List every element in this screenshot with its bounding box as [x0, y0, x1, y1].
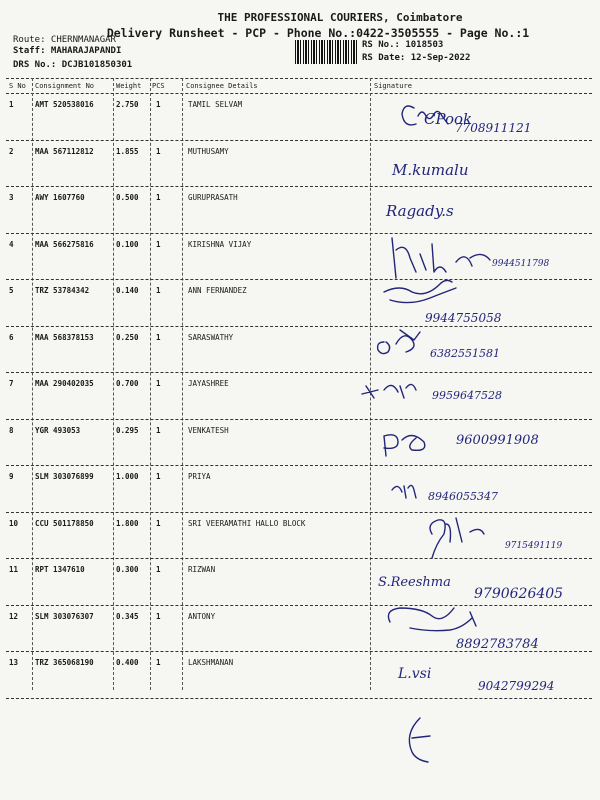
serial-number: 1 [9, 100, 14, 109]
signature-mark-7 [362, 384, 416, 398]
serial-number: 11 [9, 565, 19, 574]
serial-number: 7 [9, 379, 14, 388]
pieces-count: 1 [156, 239, 161, 249]
weight-value: 0.300 [116, 565, 139, 574]
consignee-name: JAYASHREE [188, 379, 229, 388]
signature-mark-end [409, 718, 430, 762]
pieces-count: 1 [156, 146, 161, 156]
consignee-name: ANN FERNANDEZ [188, 286, 247, 295]
pieces-count: 1 [156, 425, 161, 435]
pieces-count: 1 [156, 379, 161, 388]
weight-value: 1.000 [116, 472, 139, 481]
handwritten-phone-9: 8946055347 [428, 490, 498, 503]
handwritten-phone-4: 9944511798 [492, 259, 550, 269]
consignment-number: MAA 566275816 [35, 239, 94, 249]
serial-number: 9 [9, 472, 14, 481]
handwritten-name-2: M.kumalu [392, 161, 469, 179]
pieces-count: 1 [156, 286, 161, 295]
consignment-number: SLM 303076899 [35, 472, 94, 481]
consignment-number: SLM 303076307 [35, 611, 94, 621]
col-sno-header: S No [9, 82, 26, 90]
consignee-name: ANTONY [188, 611, 216, 621]
handwritten-phone-12: 8892783784 [456, 637, 539, 652]
handwritten-phone-13: 9042799294 [478, 679, 555, 693]
document-title: THE PROFESSIONAL COURIERS, Coimbatore [217, 11, 463, 24]
col-pcs-header: PCS [152, 82, 165, 90]
consignee-name: KIRISHNA VIJAY [188, 239, 252, 249]
handwritten-name-1: CPook [424, 110, 473, 128]
consignment-number: MAA 290402035 [35, 379, 94, 388]
weight-value: 0.700 [116, 379, 139, 388]
runsheet-subtitle: Delivery Runsheet - PCP - Phone No.:0422-3505555 - Page No.:1 [106, 26, 530, 40]
handwritten-name-13: L.vsi [398, 666, 432, 682]
serial-number: 12 [9, 611, 19, 621]
col-consignee-header: Consignee Details [186, 82, 258, 90]
signature-mark-5 [384, 280, 456, 302]
weight-value: 1.855 [116, 146, 139, 156]
consignee-name: RIZWAN [188, 565, 216, 574]
consignment-number: RPT 1347610 [35, 565, 85, 574]
consignment-number: AMT 520538016 [35, 100, 94, 109]
signature-mark-4 [392, 238, 490, 278]
pieces-count: 1 [156, 193, 161, 202]
handwritten-phone-10: 9715491119 [505, 541, 563, 551]
pieces-count: 1 [156, 565, 161, 574]
serial-number: 3 [9, 193, 14, 202]
consignment-number: TRZ 53784342 [35, 286, 90, 295]
handwritten-name-11: S.Reeshma [378, 575, 451, 590]
handwritten-phone-1: 7708911121 [455, 121, 532, 135]
consignee-name: VENKATESH [188, 425, 229, 435]
weight-value: 0.500 [116, 193, 139, 202]
signature-mark-6 [378, 330, 420, 354]
consignment-number: MAA 568378153 [35, 332, 94, 342]
serial-number: 13 [9, 658, 19, 667]
handwritten-phone-7: 9959647528 [432, 389, 502, 402]
consignment-number: TRZ 365068190 [35, 658, 94, 667]
rs-date: RS Date: 12-Sep-2022 [362, 53, 471, 63]
col-signature-header: Signature [374, 82, 412, 90]
pieces-count: 1 [156, 472, 161, 481]
consignee-name: TAMIL SELVAM [188, 100, 243, 109]
handwritten-phone-11: 9790626405 [474, 586, 564, 602]
consignee-name: LAKSHMANAN [188, 658, 234, 667]
serial-number: 8 [9, 425, 14, 435]
pieces-count: 1 [156, 658, 161, 667]
handwritten-name-3: Ragady.s [386, 202, 454, 220]
serial-number: 4 [9, 239, 14, 249]
pieces-count: 1 [156, 611, 161, 621]
weight-value: 0.295 [116, 425, 139, 435]
weight-value: 0.250 [116, 332, 139, 342]
serial-number: 5 [9, 286, 14, 295]
staff-label: Staff: MAHARAJAPANDI [13, 46, 122, 56]
pieces-count: 1 [156, 332, 161, 342]
consignment-number: AWY 1607760 [35, 193, 85, 202]
pieces-count: 1 [156, 100, 161, 109]
col-consignment-header: Consignment No [35, 82, 95, 90]
consignment-number: CCU 501178850 [35, 518, 94, 528]
signature-mark-9 [392, 485, 416, 498]
weight-value: 0.345 [116, 611, 139, 621]
rs-number: RS No.: 1018503 [362, 40, 444, 50]
handwritten-phone-8: 9600991908 [456, 433, 539, 448]
pieces-count: 1 [156, 518, 161, 528]
signature-mark-12 [388, 608, 476, 631]
signature-mark-8 [384, 435, 425, 456]
route-label: Route: CHERNMANAGAR [13, 35, 116, 45]
consignee-name: SRI VEERAMATHI HALLO BLOCK [188, 518, 306, 528]
drs-number: DRS No.: DCJB101850301 [13, 60, 133, 70]
consignee-name: MUTHUSAMY [188, 146, 229, 156]
consignment-number: MAA 567112812 [35, 146, 94, 156]
handwritten-phone-6: 6382551581 [430, 347, 500, 360]
col-weight-header: Weight [116, 82, 142, 90]
serial-number: 2 [9, 146, 14, 156]
weight-value: 2.750 [116, 100, 139, 109]
consignee-name: GURUPRASATH [188, 193, 238, 202]
signature-mark-10 [430, 518, 484, 558]
handwritten-phone-5: 9944755058 [425, 311, 502, 325]
weight-value: 1.800 [116, 518, 139, 528]
serial-number: 10 [9, 518, 19, 528]
weight-value: 0.100 [116, 239, 139, 249]
consignee-name: SARASWATHY [188, 332, 234, 342]
serial-number: 6 [9, 332, 14, 342]
weight-value: 0.140 [116, 286, 139, 295]
consignee-name: PRIYA [188, 472, 211, 481]
consignment-number: YGR 493053 [35, 425, 81, 435]
weight-value: 0.400 [116, 658, 139, 667]
